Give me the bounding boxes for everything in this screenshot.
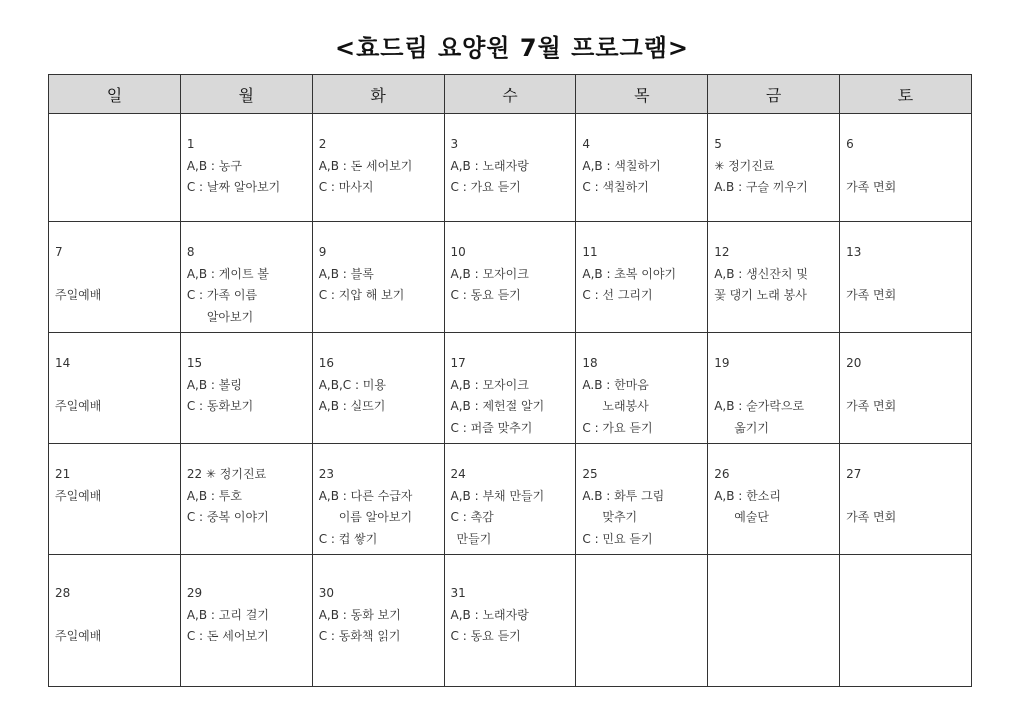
- activity: A.B : 화투 그림: [582, 488, 665, 503]
- day-cell: [840, 222, 972, 333]
- day-number: 16: [318, 356, 334, 370]
- day-number: 25: [582, 467, 598, 481]
- activity: 가족 면회: [846, 288, 897, 302]
- weekday-fri: 금: [708, 75, 840, 114]
- day-cell: [444, 114, 576, 222]
- activity: C : 민요 듣기: [582, 531, 653, 546]
- activity: C : 가요 듣기: [582, 420, 653, 435]
- activity: A,B : 농구: [186, 158, 242, 173]
- day-number: 30: [318, 586, 334, 600]
- activity: A.B : 구슬 끼우기: [714, 180, 808, 194]
- activity: 주일예배: [55, 488, 102, 503]
- day-cell: [708, 444, 840, 555]
- day-cell: [312, 555, 444, 687]
- day-cell: [49, 222, 181, 333]
- day-cell: [180, 444, 312, 555]
- activity: C : 날짜 알아보기: [186, 180, 281, 194]
- day-number: 29: [186, 586, 203, 600]
- activity: A,B : 부채 만들기: [450, 488, 545, 503]
- day-cell-empty: [840, 555, 972, 687]
- day-cell: [840, 444, 972, 555]
- activity: 꽃 댕기 노래 봉사: [714, 288, 807, 302]
- day-cell: [180, 222, 312, 333]
- weekday-wed: 수: [444, 75, 576, 114]
- day-number: 15: [186, 356, 203, 370]
- activity: C : 선 그리기: [582, 288, 653, 302]
- week-row: [49, 555, 972, 687]
- day-number: 17: [450, 356, 466, 370]
- activity: [55, 605, 174, 627]
- activity: A,B : 블록: [318, 266, 374, 281]
- activity: C : 가요 듣기: [450, 180, 521, 194]
- activity: C : 지압 해 보기: [318, 288, 405, 302]
- activity: 주일예배: [55, 629, 102, 643]
- activity: C : 촉감: [450, 510, 494, 524]
- day-number: 8: [186, 245, 195, 259]
- day-number: 26: [714, 467, 730, 481]
- week-row: [49, 222, 972, 333]
- day-cell: [708, 222, 840, 333]
- day-number: 1: [186, 137, 195, 151]
- activity: A,B : 모자이크: [450, 266, 529, 281]
- activity: 이름 알아보기: [338, 510, 413, 524]
- activity: A,B : 모자이크: [450, 377, 529, 392]
- day-cell: [312, 333, 444, 444]
- activity: ✳ 정기진료: [714, 158, 775, 173]
- day-cell: [444, 555, 576, 687]
- day-cell: [708, 114, 840, 222]
- day-number: 18: [582, 356, 598, 370]
- activity: A,B : 노래자랑: [450, 607, 529, 622]
- activity: [714, 375, 833, 397]
- day-cell: [444, 222, 576, 333]
- day-cell: [576, 114, 708, 222]
- day-cell: [576, 333, 708, 444]
- day-cell: [49, 444, 181, 555]
- activity: C : 중복 이야기: [186, 510, 269, 524]
- activity: C : 동요 듣기: [450, 629, 521, 643]
- day-number: 13: [846, 245, 862, 259]
- day-cell: [49, 555, 181, 687]
- activity: A,B : 실뜨기: [318, 399, 386, 413]
- day-number: 9: [318, 245, 327, 259]
- day-cell: [180, 333, 312, 444]
- day-number: 24: [450, 467, 466, 481]
- day-number: 19: [714, 356, 730, 370]
- activity: C : 동요 듣기: [450, 288, 521, 302]
- day-number: 22 ✳ 정기진료: [186, 467, 267, 481]
- activity: 가족 면회: [846, 510, 897, 524]
- day-cell: [576, 222, 708, 333]
- activity: [55, 375, 174, 397]
- day-number: 23: [318, 467, 334, 481]
- day-number: 5: [714, 137, 722, 151]
- activity: 맞추기: [602, 510, 638, 524]
- weekday-mon: 월: [180, 75, 312, 114]
- activity: [846, 264, 965, 286]
- weekday-thu: 목: [576, 75, 708, 114]
- activity: C : 동화책 읽기: [318, 629, 401, 643]
- day-cell: [576, 444, 708, 555]
- activity: C : 가족 이름: [186, 288, 258, 302]
- activity: C : 마사지: [318, 180, 374, 194]
- day-cell-empty: [49, 114, 181, 222]
- activity: 만들기: [456, 531, 492, 546]
- activity: A,B : 게이트 볼: [186, 266, 269, 281]
- day-number: 20: [846, 356, 862, 370]
- day-cell: [312, 444, 444, 555]
- weekday-header-row: [49, 75, 972, 114]
- activity: C : 퍼즐 맞추기: [450, 420, 533, 435]
- weekday-tue: 화: [312, 75, 444, 114]
- day-cell-empty: [708, 555, 840, 687]
- activity: A,B : 초복 이야기: [582, 266, 677, 281]
- activity: A,B : 색칠하기: [582, 158, 661, 173]
- activity: [846, 375, 965, 397]
- week-row: [49, 444, 972, 555]
- activity: [55, 264, 174, 286]
- activity: 가족 면회: [846, 399, 897, 413]
- activity: A,B : 고리 걸기: [186, 607, 269, 622]
- activity: A,B,C : 미용: [318, 377, 386, 392]
- day-number: 2: [318, 137, 327, 151]
- weekday-sun: 일: [49, 75, 181, 114]
- day-cell: [840, 114, 972, 222]
- activity: 가족 면회: [846, 180, 897, 194]
- activity: A,B : 한소리: [714, 488, 781, 503]
- activity: A,B : 돈 세어보기: [318, 158, 413, 173]
- day-cell: [180, 555, 312, 687]
- day-cell: [312, 114, 444, 222]
- day-cell: [444, 333, 576, 444]
- day-cell-empty: [576, 555, 708, 687]
- activity: 예술단: [734, 510, 769, 524]
- week-row: [49, 114, 972, 222]
- activity: 옮기기: [734, 420, 769, 435]
- day-cell: [312, 222, 444, 333]
- activity: 알아보기: [206, 309, 254, 324]
- activity: C : 컵 쌓기: [318, 531, 378, 546]
- day-number: 11: [582, 245, 598, 259]
- day-cell: [180, 114, 312, 222]
- day-number: 27: [846, 467, 862, 481]
- day-number: 3: [450, 137, 459, 151]
- day-cell: [444, 444, 576, 555]
- activity: A.B : 한마음: [582, 377, 649, 392]
- activity: C : 색칠하기: [582, 180, 649, 194]
- page-title: <효드림 요양원 7월 프로그램>: [334, 34, 689, 62]
- activity: A,B : 다른 수급자: [318, 488, 413, 503]
- activity: A,B : 볼링: [186, 377, 242, 392]
- week-row: [49, 333, 972, 444]
- activity: 주일예배: [55, 399, 102, 413]
- day-number: 4: [582, 137, 591, 151]
- activity: 노래봉사: [602, 399, 649, 413]
- weekday-sat: 토: [840, 75, 972, 114]
- day-number: 6: [846, 137, 854, 151]
- day-number: 14: [55, 356, 71, 370]
- day-cell: [49, 333, 181, 444]
- activity: C : 돈 세어보기: [186, 629, 269, 643]
- activity: A,B : 제헌절 알기: [450, 399, 545, 413]
- program-calendar: [48, 74, 972, 687]
- activity: A,B : 숟가락으로: [714, 399, 805, 413]
- day-number: 10: [450, 245, 466, 259]
- day-number: 28: [55, 586, 71, 600]
- activity: [846, 486, 965, 508]
- activity: 주일예배: [55, 288, 102, 302]
- activity: [846, 156, 965, 178]
- day-number: 21: [55, 467, 71, 481]
- activity: A,B : 투호: [186, 488, 242, 503]
- activity: A,B : 생신잔치 및: [714, 266, 808, 281]
- day-number: 12: [714, 245, 730, 259]
- activity: C : 동화보기: [186, 399, 254, 413]
- day-number: 7: [55, 245, 63, 259]
- activity: A,B : 노래자랑: [450, 158, 529, 173]
- day-cell: [708, 333, 840, 444]
- day-number: 31: [450, 586, 466, 600]
- activity: A,B : 동화 보기: [318, 607, 401, 622]
- day-cell: [840, 333, 972, 444]
